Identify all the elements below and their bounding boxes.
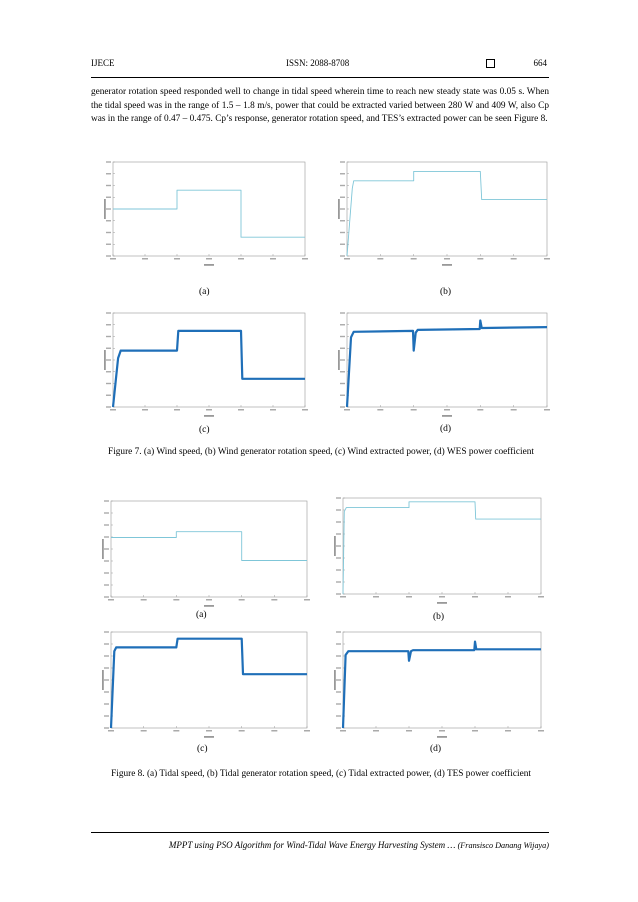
fig8a-ytick-label	[104, 572, 109, 573]
fig8a-plot	[101, 497, 311, 611]
fig8c-xtick-label	[239, 730, 245, 732]
fig8a-xtick-label	[141, 599, 147, 601]
fig7-label-c: (c)	[199, 425, 210, 435]
fig7b-ytick-label	[340, 232, 345, 233]
fig8c-ytick-label	[104, 727, 109, 728]
fig8b-xtick-label	[472, 596, 478, 598]
fig7d-ytick-label	[340, 383, 345, 384]
fig7b-xlabel	[442, 264, 452, 266]
fig8d-xtick-label	[406, 730, 412, 732]
fig7d-ytick-label	[340, 312, 345, 313]
fig8c-ytick-label	[104, 631, 109, 632]
fig7d-xtick-label	[444, 409, 450, 411]
fig7c-xtick-label	[302, 409, 308, 411]
fig8c-ytick-label	[104, 691, 109, 692]
fig7a-xtick-label	[174, 258, 180, 260]
fig8d-ytick-label	[336, 667, 341, 668]
fig8d-ytick-label	[336, 655, 341, 656]
fig8a-ytick-label	[104, 596, 109, 597]
fig7b-xtick-label	[377, 258, 383, 260]
fig7c-ytick-label	[106, 406, 111, 407]
footer-title: MPPT using PSO Algorithm for Wind-Tidal Wave Energy Harvesting System …	[168, 840, 458, 850]
fig8c-ylabel	[102, 670, 104, 690]
figure8-caption: Figure 8. (a) Tidal speed, (b) Tidal generator rotation speed, (c) Tidal extracted power, (d) TES power coefficient	[111, 769, 531, 779]
fig8d-ytick-label	[336, 703, 341, 704]
fig8a-xtick-label	[108, 599, 114, 601]
fig8d-xtick-label	[439, 730, 445, 732]
fig8c-xtick-label	[141, 730, 147, 732]
fig7-label-d: (d)	[440, 424, 452, 434]
fig7b-ytick-label	[340, 197, 345, 198]
fig8a-xtick-label	[173, 599, 179, 601]
fig7b-ytick-label	[340, 255, 345, 256]
fig8-label-c: (c)	[197, 744, 208, 754]
fig8b-ylabel	[334, 536, 336, 556]
fig8a-ylabel	[102, 539, 104, 559]
fig7a-xtick-label	[270, 258, 276, 260]
fig8-label-d: (d)	[430, 744, 442, 754]
fig7c-ytick-label	[106, 312, 111, 313]
fig7-label-b: (b)	[440, 287, 452, 297]
fig7a-xlabel	[204, 264, 214, 266]
fig7d-ytick-label	[340, 336, 345, 337]
fig8b-xtick-label	[505, 596, 511, 598]
fig8c-xtick-label	[304, 730, 310, 732]
fig7b-frame	[347, 162, 547, 256]
fig8a-xtick-label	[206, 599, 212, 601]
fig8-label-b: (b)	[433, 612, 445, 622]
fig7d-xtick-label	[411, 409, 417, 411]
footer-authors: (Fransisco Danang Wijaya)	[457, 841, 549, 850]
fig7b-xtick-label	[511, 258, 517, 260]
fig7d-ytick-label	[340, 348, 345, 349]
fig8b-ytick-label	[336, 581, 341, 582]
fig8b-plot	[333, 494, 545, 608]
fig7b-ytick-label	[340, 173, 345, 174]
fig8c-ytick-label	[104, 667, 109, 668]
fig8a-xtick-label	[304, 599, 310, 601]
fig7c-ytick-label	[106, 395, 111, 396]
fig7c-xlabel	[204, 415, 214, 417]
fig7a-ytick-label	[106, 220, 111, 221]
fig7d-xtick-label	[477, 409, 483, 411]
fig8b-xlabel	[437, 602, 447, 604]
fig8c-ytick-label	[104, 703, 109, 704]
fig7b-xtick-label	[544, 258, 550, 260]
fig7d-xtick-label	[544, 409, 550, 411]
fig7b-ytick-label	[340, 220, 345, 221]
fig7a-ytick-label	[106, 244, 111, 245]
fig8b-ytick-label	[336, 521, 341, 522]
fig7d-ytick-label	[340, 324, 345, 325]
fig7c-ytick-label	[106, 336, 111, 337]
fig7a-ytick-label	[106, 197, 111, 198]
fig8b-xtick-label	[439, 596, 445, 598]
fig7b-xtick-label	[444, 258, 450, 260]
fig7a-ytick-label	[106, 232, 111, 233]
fig7a-xtick-label	[302, 258, 308, 260]
fig8a-xtick-label	[271, 599, 277, 601]
fig7a-ytick-label	[106, 185, 111, 186]
fig8d-xtick-label	[472, 730, 478, 732]
fig7b-plot	[337, 158, 551, 270]
fig8d-xtick-label	[505, 730, 511, 732]
fig8c-xtick-label	[271, 730, 277, 732]
fig7a-xtick-label	[142, 258, 148, 260]
fig7d-ytick-label	[340, 371, 345, 372]
fig8b-xtick-label	[406, 596, 412, 598]
fig7c-plot	[103, 309, 309, 421]
fig7b-ylabel	[338, 199, 340, 219]
fig7d-ytick-label	[340, 359, 345, 360]
fig8a-ytick-label	[104, 560, 109, 561]
fig8a-ytick-label	[104, 500, 109, 501]
fig7a-ytick-label	[106, 255, 111, 256]
fig8a-ytick-label	[104, 524, 109, 525]
fig8c-ytick-label	[104, 655, 109, 656]
fig8b-ytick-label	[336, 545, 341, 546]
fig7d-xtick-label	[511, 409, 517, 411]
fig7c-frame	[113, 313, 305, 407]
fig7a-xtick-label	[110, 258, 116, 260]
footer-rule	[91, 832, 549, 833]
fig7c-xtick-label	[110, 409, 116, 411]
fig8d-ytick-label	[336, 727, 341, 728]
figure7-caption: Figure 7. (a) Wind speed, (b) Wind generator rotation speed, (c) Wind extracted power, (d) WES power coefficient	[108, 447, 534, 457]
fig7d-plot	[337, 309, 551, 421]
fig8b-ytick-label	[336, 593, 341, 594]
fig7a-xtick-label	[238, 258, 244, 260]
fig7c-ytick-label	[106, 348, 111, 349]
header-rule	[91, 77, 549, 78]
fig8d-ylabel	[334, 670, 336, 690]
journal-name: IJECE	[91, 58, 115, 68]
fig7a-ylabel	[104, 199, 106, 219]
fig8d-ytick-label	[336, 679, 341, 680]
fig8b-xtick-label	[340, 596, 346, 598]
fig7c-xtick-label	[142, 409, 148, 411]
fig7a-ytick-label	[106, 161, 111, 162]
fig7b-ytick-label	[340, 244, 345, 245]
fig8b-frame	[343, 498, 541, 594]
fig7d-ytick-label	[340, 406, 345, 407]
fig8b-ytick-label	[336, 497, 341, 498]
fig7b-xtick-label	[477, 258, 483, 260]
page-number: 664	[533, 58, 547, 68]
fig7-label-a: (a)	[199, 287, 210, 297]
fig7a-xtick-label	[206, 258, 212, 260]
fig8c-ytick-label	[104, 643, 109, 644]
fig8d-ytick-label	[336, 715, 341, 716]
issn: ISSN: 2088-8708	[286, 58, 350, 68]
fig8d-ytick-label	[336, 643, 341, 644]
fig7c-xtick-label	[174, 409, 180, 411]
fig8a-xlabel	[204, 605, 214, 607]
fig7a-ytick-label	[106, 208, 111, 209]
fig8b-ytick-label	[336, 569, 341, 570]
fig8a-ytick-label	[104, 548, 109, 549]
fig7c-ytick-label	[106, 324, 111, 325]
fig7b-ytick-label	[340, 161, 345, 162]
fig8d-plot	[333, 628, 545, 742]
page-header	[91, 58, 549, 74]
fig8c-xtick-label	[108, 730, 114, 732]
body-paragraph: generator rotation speed responded well to change in tidal speed wherein time to reach new steady state was 0.05 s. When the tidal speed was in the range of 1.5 – 1.8 m/s, power that could be extracted varied between 280 W and 409 W, also Cp was in the range of 0.47 – 0.475. Cp’s response, generator rotation speed, and TES’s extracted power can be seen Figure 8.	[91, 87, 549, 124]
fig7a-plot	[103, 158, 309, 270]
fig8d-xtick-label	[373, 730, 379, 732]
fig7c-ylabel	[104, 350, 106, 370]
fig8b-ytick-label	[336, 533, 341, 534]
fig8d-xtick-label	[538, 730, 544, 732]
fig7d-ytick-label	[340, 395, 345, 396]
fig8c-xtick-label	[173, 730, 179, 732]
fig8d-xlabel	[437, 736, 447, 738]
fig7d-xlabel	[442, 415, 452, 417]
fig8-label-a: (a)	[196, 610, 207, 620]
fig7d-ylabel	[338, 350, 340, 370]
fig8d-ytick-label	[336, 631, 341, 632]
fig8b-ytick-label	[336, 509, 341, 510]
fig7c-ytick-label	[106, 383, 111, 384]
fig7b-xtick-label	[344, 258, 350, 260]
fig7b-xtick-label	[411, 258, 417, 260]
fig7d-xtick-label	[377, 409, 383, 411]
fig8c-plot	[101, 628, 311, 742]
fig8a-ytick-label	[104, 512, 109, 513]
fig8a-xtick-label	[239, 599, 245, 601]
fig7c-xtick-label	[238, 409, 244, 411]
fig8b-ytick-label	[336, 557, 341, 558]
fig7c-xtick-label	[270, 409, 276, 411]
fig8a-ytick-label	[104, 536, 109, 537]
fig7b-ytick-label	[340, 208, 345, 209]
fig8d-ytick-label	[336, 691, 341, 692]
fig8b-xtick-label	[373, 596, 379, 598]
fig8c-xlabel	[204, 736, 214, 738]
fig8a-frame	[111, 501, 307, 597]
fig8a-ytick-label	[104, 584, 109, 585]
fig8c-ytick-label	[104, 715, 109, 716]
fig7c-ytick-label	[106, 359, 111, 360]
fig8c-ytick-label	[104, 679, 109, 680]
fig7d-xtick-label	[344, 409, 350, 411]
page-footer	[91, 840, 549, 850]
fig7b-ytick-label	[340, 185, 345, 186]
fig8d-xtick-label	[340, 730, 346, 732]
fig7a-ytick-label	[106, 173, 111, 174]
fig7c-ytick-label	[106, 371, 111, 372]
fig8d-frame	[343, 632, 541, 728]
checkbox-icon	[486, 59, 495, 68]
fig7c-xtick-label	[206, 409, 212, 411]
fig8c-xtick-label	[206, 730, 212, 732]
fig8b-xtick-label	[538, 596, 544, 598]
